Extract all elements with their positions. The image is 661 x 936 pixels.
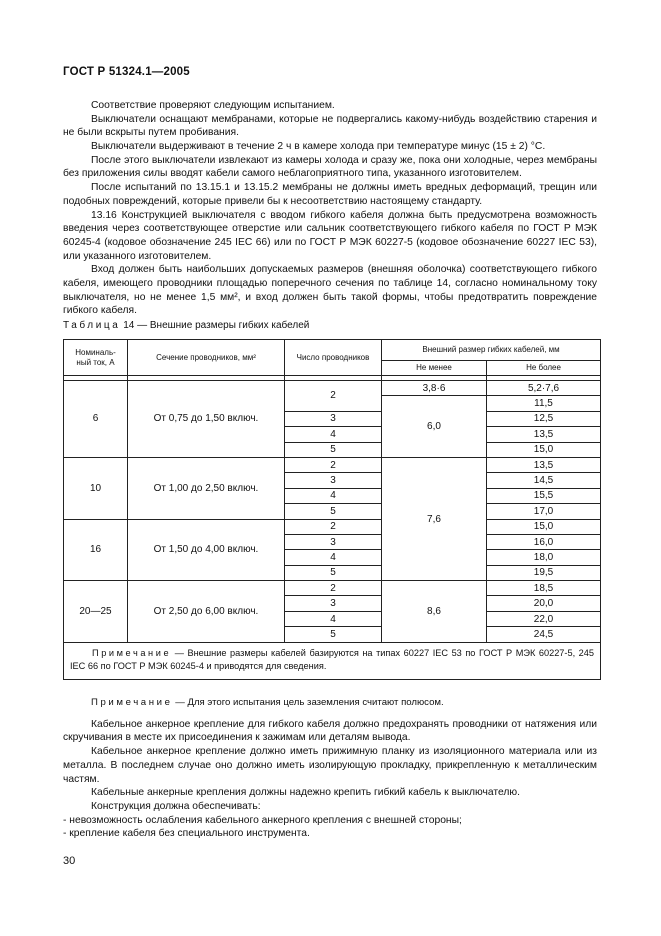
note-text: — Для этого испытания цель заземления считают полюсом. [172,697,444,708]
cell-section: От 1,00 до 2,50 включ. [128,457,285,519]
paragraph: Кабельное анкерное крепление должно иметь прижимную планку из изоляционного материала или из металла. В последнем случае оно должно иметь изолирующую прокладку, прикрепленную к металлическим частям. [63,746,597,785]
table-row [64,519,601,534]
header-min: Не менее [382,361,487,376]
paragraph: Кабельное анкерное крепление для гибкого кабеля должно предохранять проводники от натяжения или скручивания в месте их присоединения к зажимам или деталям вывода. [63,718,597,744]
cell-max: 15,5 [487,488,601,503]
cell-conductors: 3 [285,596,382,611]
paragraph: Кабельные анкерные крепления должны надежно крепить гибкий кабель к выключателю. [91,787,520,799]
table-caption-word: Таблица [63,320,121,331]
cell-max: 15,0 [487,442,601,457]
paragraph: Вход должен быть наибольших допускаемых размеров (внешняя оболочка) соответствующего гибкого кабеля, имеющего проводники площадью поперечного сечения по таблице 14, согласно номинальному току выключателя, но не менее 1,5 мм², и вход должен быть такой формы, чтобы предотвратить повреждение гибкого кабеля. [63,264,597,317]
header-max: Не более [487,361,601,376]
page-number: 30 [63,855,76,867]
cell-max: 5,2·7,6 [487,381,601,396]
cell-current: 16 [64,519,128,581]
table-row [64,381,601,396]
cell-max: 12,5 [487,411,601,426]
text-after-table [63,697,597,841]
cell-max: 19,5 [487,565,601,580]
cell-conductors: 4 [285,611,382,626]
cell-max: 11,5 [487,396,601,411]
paragraph: Соответствие проверяют следующим испытанием. [91,100,335,111]
cell-max: 24,5 [487,627,601,642]
cell-max: 20,0 [487,596,601,611]
cell-conductors: 2 [285,457,382,472]
table-note-word: Примечание [92,647,172,658]
paragraph: После испытаний по 13.15.1 и 13.15.2 мембраны не должны иметь вредных деформаций, трещин или подобных повреждений, которые привели бы к несоответствию настоящему стандарту. [63,182,597,207]
note-paragraph [63,697,597,710]
cell-conductors: 5 [285,442,382,457]
cell-conductors: 4 [285,550,382,565]
table-caption-text: 14 — Внешние размеры гибких кабелей [120,320,310,331]
cell-section: От 0,75 до 1,50 включ. [128,381,285,458]
paragraph: Конструкция должна обеспечивать: [91,800,261,812]
cell-current: 6 [64,381,128,458]
paragraph: Выключатели оснащают мембранами, которые не подвергались какому-нибудь воздействию старения и не были вскрыты путем пробивания. [63,113,597,139]
body-text [63,99,597,318]
paragraph: После этого выключатели извлекают из камеры холода и сразу же, пока они холодные, через мембраны без приложения силы вводят кабели самого неблагоприятного типа, указанного изготовителем. [63,154,597,180]
cell-conductors: 3 [285,411,382,426]
cell-max: 16,0 [487,534,601,549]
header-conductors: Число проводников [285,340,382,376]
cell-min: 8,6 [382,581,487,643]
paragraph: Выключатели выдерживают в течение 2 ч в камере холода при температуре минус (15 ± 2) °С. [91,141,546,153]
cell-conductors: 2 [285,381,382,412]
cell-max: 17,0 [487,504,601,519]
list-item: - невозможность ослабления кабельного анкерного крепления с внешней стороны; [63,814,462,826]
cell-min: 6,0 [382,396,487,458]
header-outer-size: Внешний размер гибких кабелей, мм [382,340,601,361]
table-caption [63,319,309,332]
cell-section: От 1,50 до 4,00 включ. [128,519,285,581]
cell-conductors: 4 [285,427,382,442]
header-current: Номиналь-ный ток, А [64,340,128,376]
table-note [64,642,601,679]
cell-conductors: 4 [285,488,382,503]
cell-conductors: 5 [285,504,382,519]
cell-conductors: 3 [285,473,382,488]
cell-max: 18,0 [487,550,601,565]
cable-size-table [63,339,601,680]
table-row [64,457,601,472]
cell-max: 18,5 [487,581,601,596]
cell-conductors: 5 [285,627,382,642]
cell-min: 3,8·6 [382,381,487,396]
cell-conductors: 2 [285,581,382,596]
cell-current: 10 [64,457,128,519]
cell-min: 7,6 [382,457,487,580]
table-note-row [64,642,601,679]
cell-max: 13,5 [487,457,601,472]
table-note-text: — Внешние размеры кабелей базируются на типах 60227 IEC 53 по ГОСТ Р МЭК 60227-5, 245 IEC 66 по ГОСТ Р МЭК 60245-4 и приводятся для сведения. [70,647,595,671]
cell-conductors: 5 [285,565,382,580]
paragraph-13-16: 13.16 Конструкцией выключателя с вводом гибкого кабеля должна быть предусмотрена возможность введения через соответствующее отверстие или сальник соответствующего гибкого кабеля по ГОСТ Р МЭК 60245-4 (кодовое обозначение 245 IEC 66) или по ГОСТ Р МЭК 60227-5 (кодовое обозначение 60227 IEC 53), или указанного изготовителем. [63,209,597,262]
cell-max: 22,0 [487,611,601,626]
cell-max: 14,5 [487,473,601,488]
cell-section: От 2,50 до 6,00 включ. [128,581,285,643]
cell-max: 15,0 [487,519,601,534]
header-section: Сечение проводников, мм² [128,340,285,376]
cell-current: 20—25 [64,581,128,643]
cell-max: 13,5 [487,427,601,442]
cell-conductors: 3 [285,534,382,549]
note-word: Примечание [91,697,173,708]
document-header: ГОСТ Р 51324.1—2005 [63,66,190,78]
list-item: - крепление кабеля без специального инструмента. [63,828,310,840]
table-row [64,581,601,596]
cell-conductors: 2 [285,519,382,534]
